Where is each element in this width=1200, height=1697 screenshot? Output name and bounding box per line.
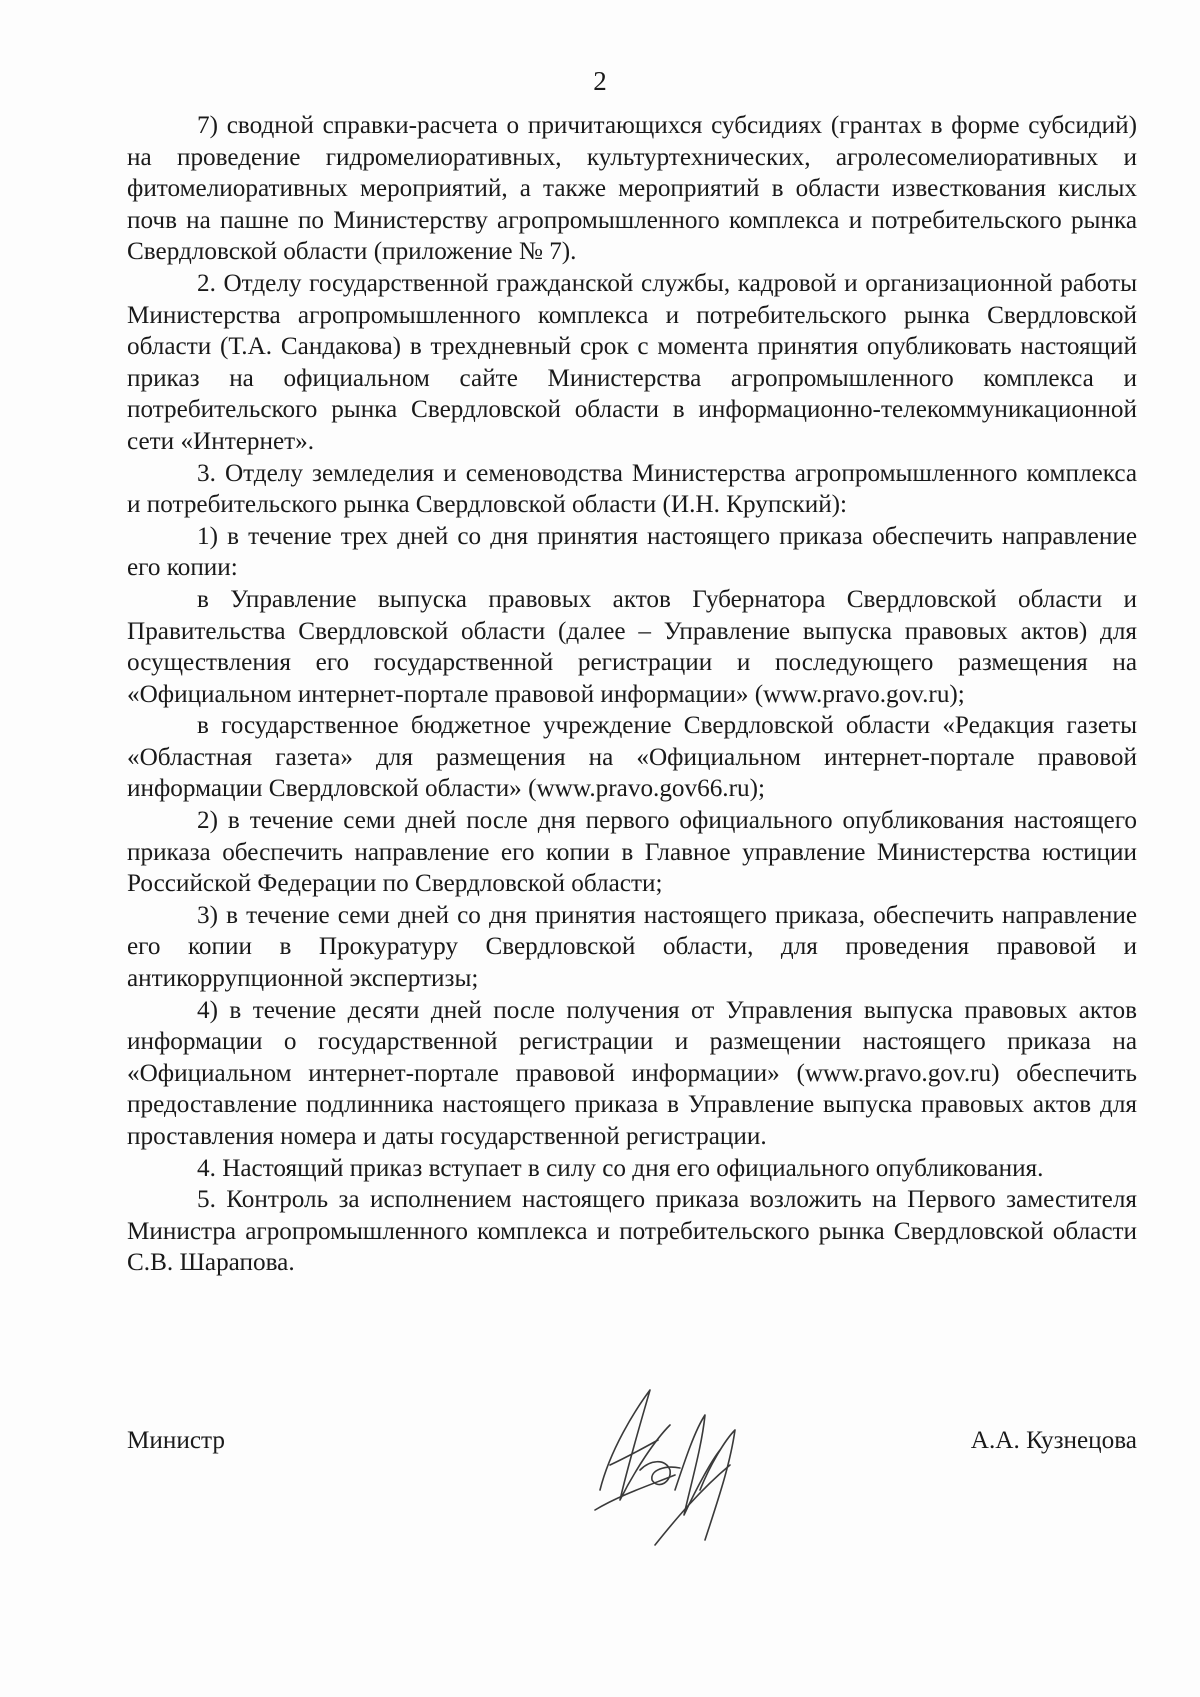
paragraph-subpoint-4: 4) в течение десяти дней после получения от Управления выпуска правовых актов информации о государственной регистрации и размещении настоящего приказа на «Официальном интернет-портале правовой информации» (www.pravo.gov.ru) обеспечить предоставление подлинника настоящего приказа в Управление выпуска правовых актов для проставления номера и даты государственной регистрации. xyxy=(127,996,1137,1150)
paragraph-point-4: 4. Настоящий приказ вступает в силу со дня его официального опубликования. xyxy=(197,1154,1044,1182)
paragraph-point-5: 5. Контроль за исполнением настоящего приказа возложить на Первого заместителя Министра агропромышленного комплекса и потребительского рынка Свердловской области С.В. Шарапова. xyxy=(127,1186,1137,1277)
paragraph-item-7: 7) сводной справки-расчета о причитающихся субсидиях (грантах в форме субсидий) на проведение гидромелиоративных, культуртехнических, агролесомелиоративных и фитомелиоративных мероприятий, а также мероприятий в области известкования кислых почв на пашне по Министерству агропромышленного комплекса и потребительского рынка Свердловской области (приложение № 7). xyxy=(127,112,1137,266)
paragraph-recipient-1: в Управление выпуска правовых актов Губернатора Свердловской области и Правительства Свердловской области (далее – Управление выпуска правовых актов) для осуществления его государственной регистрации и последующего размещения на «Официальном интернет-портале правовой информации» (www.pravo.gov.ru); xyxy=(127,585,1137,708)
handwritten-signature xyxy=(580,1370,790,1570)
paragraph-subpoint-2: 2) в течение семи дней после дня первого официального опубликования настоящего приказа обеспечить направление его копии в Главное управление Министерства юстиции Российской Федерации по Свердловской области; xyxy=(127,807,1137,898)
document-body xyxy=(127,110,1137,1279)
signatory-name: А.А. Кузнецова xyxy=(970,1427,1137,1454)
paragraph-point-3: 3. Отделу земледелия и семеноводства Министерства агропромышленного комплекса и потребительского рынка Свердловской области (И.Н. Крупский): xyxy=(127,459,1137,519)
paragraph-subpoint-3: 3) в течение семи дней со дня принятия настоящего приказа, обеспечить направление его копии в Прокуратуру Свердловской области, для проведения правовой и антикоррупционной экспертизы; xyxy=(127,901,1137,993)
paragraph-recipient-2: в государственное бюджетное учреждение Свердловской области «Редакция газеты «Областная газета» для размещения на «Официальном интернет-портале правовой информации Свердловской области» (www.pravo.gov66.ru); xyxy=(127,712,1137,803)
paragraph-point-2: 2. Отделу государственной гражданской службы, кадровой и организационной работы Министерства агропромышленного комплекса и потребительского рынка Свердловской области (Т.А. Сандакова) в трехдневный срок с момента принятия опубликовать настоящий приказ на официальном сайте Министерства агропромышленного комплекса и потребительского рынка Свердловской области в информационно-телекоммуникационной сети «Интернет». xyxy=(127,269,1137,455)
page-number: 2 xyxy=(593,66,607,96)
paragraph-subpoint-1: 1) в течение трех дней со дня принятия настоящего приказа обеспечить направление его копии: xyxy=(127,522,1137,582)
signatory-title: Министр xyxy=(127,1427,225,1454)
